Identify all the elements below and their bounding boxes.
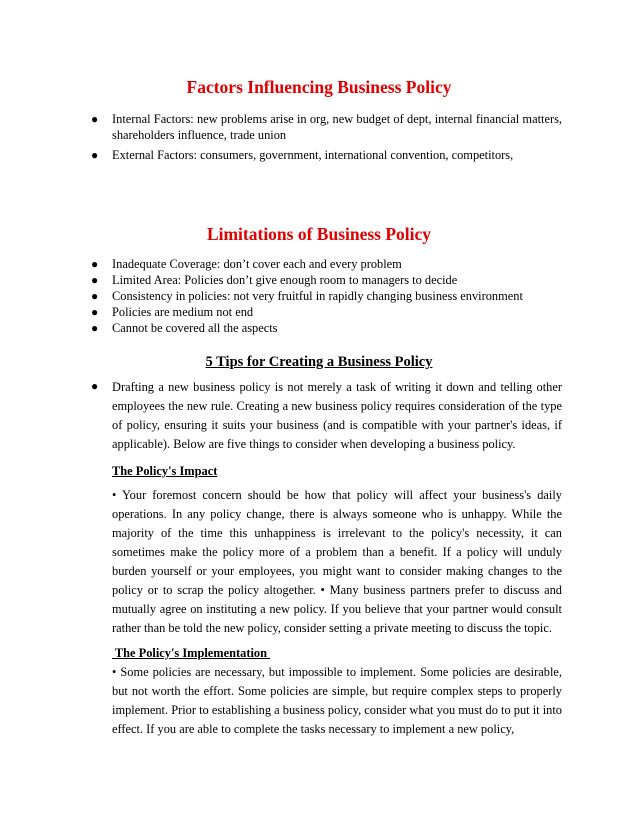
bullet-icon: ●	[91, 148, 99, 162]
list-item: ● Consistency in policies: not very fruitful in rapidly changing business environment	[91, 289, 523, 303]
bullet-icon: ●	[91, 273, 99, 287]
bullet-icon: ●	[91, 257, 99, 271]
list-item: ● Limited Area: Policies don’t give enough room to managers to decide	[91, 273, 458, 287]
factors-heading: Factors Influencing Business Policy	[186, 77, 452, 97]
bullet-icon: ●	[91, 289, 99, 303]
list-item: ● Policies are medium not end	[91, 305, 254, 319]
implementation-heading: The Policy's Implementation	[112, 646, 271, 660]
list-item: ● Inadequate Coverage: don’t cover each and every problem	[91, 257, 402, 271]
bullet-icon: ●	[91, 379, 99, 393]
limitations-heading: Limitations of Business Policy	[206, 224, 432, 244]
list-item: ● External Factors: consumers, government, international convention, competitors,	[91, 148, 514, 162]
tips-intro: Drafting a new business policy is not merely a task of writing it down and telling other employees the new rule. Creating a new business policy requires consideration of the type of policy, ensuring it suits your business (and is compatible with your partner's ideas, if applicable). Below are five things to consider when developing a business policy.	[112, 380, 562, 451]
implementation-text: • Some policies are necessary, but impossible to implement. Some policies are desirable, but not worth the effort. Some policies are simple, but require complex steps to properly implement. Prior to establishing a business policy, consider what you must do to put it into effect. If you are able to complete the tasks necessary to implement a new policy,	[112, 665, 562, 736]
list-item: ● Internal Factors: new problems arise in org, new budget of dept, internal financial matters, shareholders influence, trade union	[91, 112, 562, 142]
factors-list	[0, 111, 638, 163]
list-item: ● Cannot be covered all the aspects	[91, 321, 278, 335]
tips-heading: 5 Tips for Creating a Business Policy	[205, 354, 433, 370]
limitations-list	[0, 256, 638, 336]
bullet-icon: ●	[91, 112, 99, 126]
bullet-icon: ●	[91, 305, 99, 319]
impact-heading: The Policy's Impact	[112, 464, 218, 478]
tips-section	[0, 378, 638, 751]
impact-text: • Your foremost concern should be how that policy will affect your business's daily operations. In any policy change, there is always someone who is unhappy. While the majority of the time this unhappiness is irrelevant to the policy's necessity, it can sometimes make the policy more of a problem than a benefit. If a policy will unduly burden yourself or your employees, you might want to consider making changes to the policy or to scrap the policy altogether. • Many business partners prefer to discuss and mutually agree on instituting a new policy. If you believe that your partner would consult rather than be told the new policy, consider setting a private meeting to discuss the topic.	[112, 488, 562, 635]
bullet-icon: ●	[91, 321, 99, 335]
